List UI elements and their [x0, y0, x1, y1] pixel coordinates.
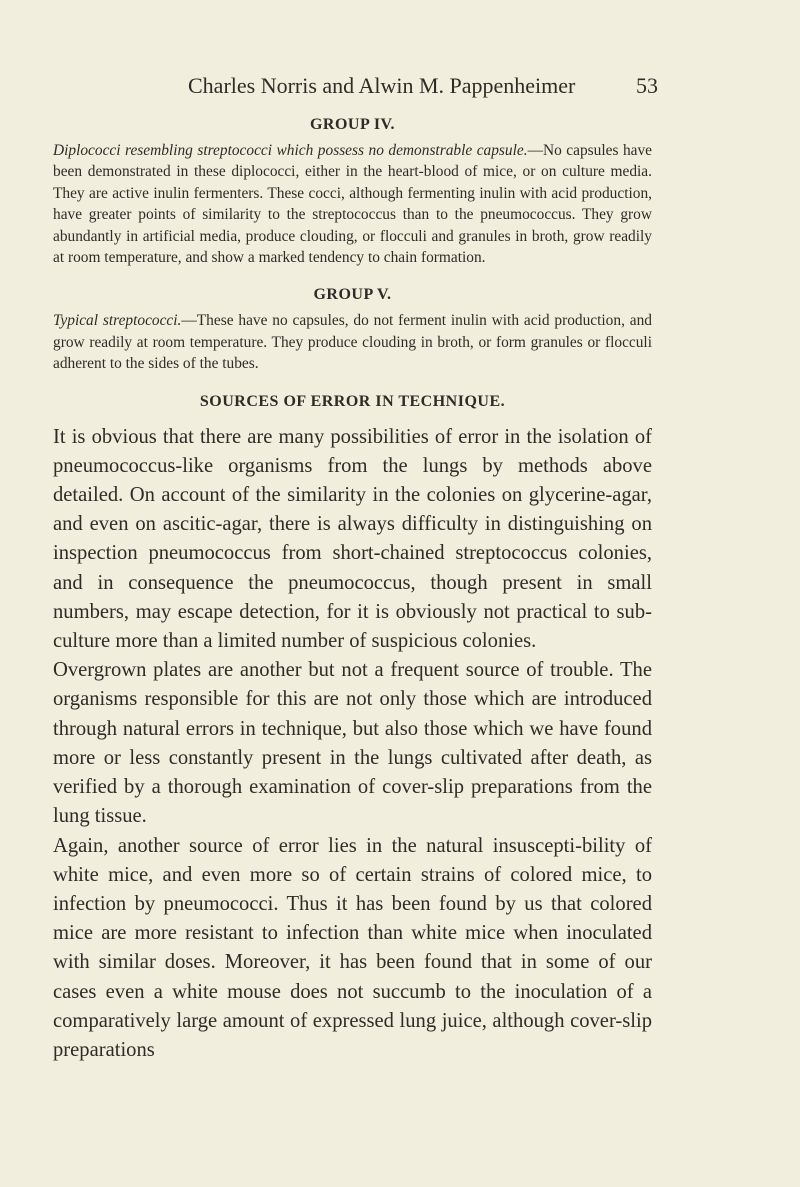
sources-of-error-paragraph-1: It is obvious that there are many possibilities of error in the isolation of pneumococcus-like organisms from the lungs by methods above detailed. On account of the similarity in the colonies on glycerine-agar, and even on ascitic-agar, there is always difficulty in distinguishing on inspection pneumococcus from short-chained streptococcus colonies, and in consequence the pneumococcus, though present in small numbers, may escape detection, for it is obviously not practical to sub-culture more than a limited number of suspicious colonies.: [53, 425, 652, 653]
sources-of-error-paragraph-2: Overgrown plates are another but not a frequent source of trouble. The organisms responsible for this are not only those which are introduced through natural errors in technique, but also those which we have found more or less constantly present in the lungs cultivated after death, as verified by a thorough examination of cover-slip preparations from the lung tissue.: [53, 659, 652, 828]
group-iv-heading: GROUP IV.: [309, 116, 396, 133]
sources-of-error-heading: SOURCES OF ERROR IN TECHNIQUE.: [199, 392, 506, 410]
group-iv-lead: Diplococci resembling streptococci which possess no demonstrable capsule.: [53, 142, 528, 159]
running-head-title: Charles Norris and Alwin M. Pappenheimer: [188, 73, 576, 98]
group-v-lead: Typical streptococci.: [53, 312, 182, 330]
group-v-heading: GROUP V.: [313, 286, 392, 304]
group-iv-paragraph: [53, 140, 652, 268]
group-v-paragraph: [53, 310, 652, 374]
group-v-body: —These have no capsules, do not ferment inulin with acid production, and grow readily at room temperature. They produce clouding in broth, or form granules or flocculi adherent to the sides of the tubes.: [53, 312, 652, 373]
sources-of-error-paragraph-3: Again, another source of error lies in the natural insuscepti-bility of white mice, and even more so of certain strains of colored mice, to infection by pneumococci. Thus it has been found by us that colored mice are more resistant to infection than white mice when inoculated with similar doses. Moreover, it has been found that in some of our cases even a white mouse does not succumb to the inoculation of a comparatively large amount of expressed lung juice, although cover-slip preparations: [53, 834, 652, 1061]
page-number: 53: [636, 73, 658, 98]
group-iv-body: —No capsules have been demonstrated in these diplococci, either in the heart-blood of mice, or on culture media. They are active inulin fermenters. These cocci, although fermenting inulin with acid production, have greater points of similarity to the streptococcus than to the pneumococcus. They grow abundantly in artificial media, produce clouding, or flocculi and granules in broth, grow readily at room temperature, and show a marked tendency to chain formation.: [53, 142, 652, 267]
page-content: [53, 108, 652, 1065]
